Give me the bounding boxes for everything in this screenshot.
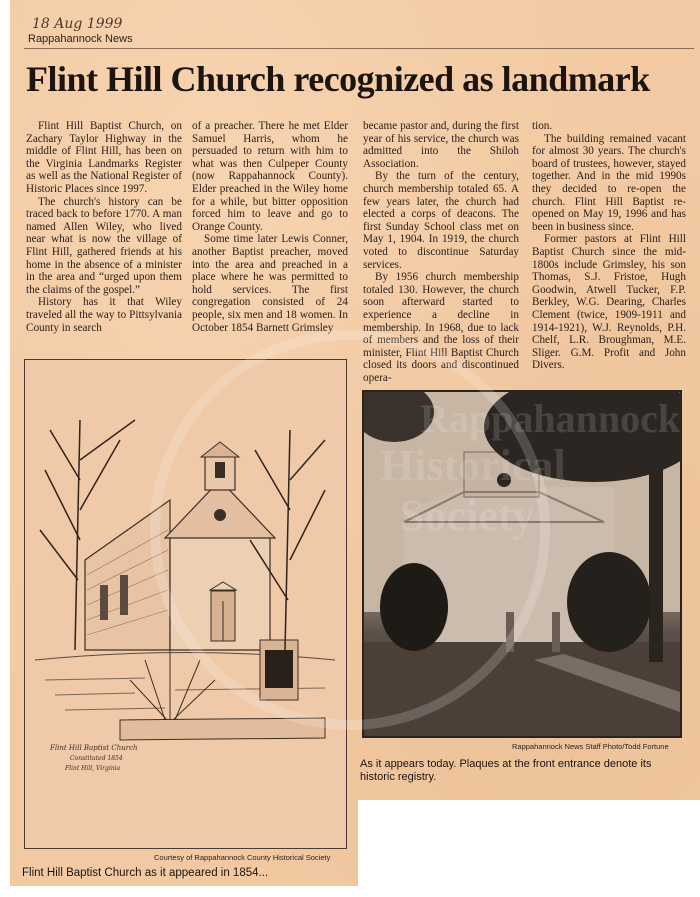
church-photo-image (364, 392, 680, 736)
church-photograph (362, 390, 682, 738)
paragraph: History has it that Wiley traveled all the way to Pittsylvania County in search (26, 296, 182, 334)
article-column-1 (26, 120, 182, 334)
paragraph: Flint Hill Baptist Church, on Zachary Taylor Highway in the middle of Flint Hill, has been on the Virginia Landmarks Register as well as the National Register of Historic Places since 1997. (26, 120, 182, 195)
sketch-inscription-line: Flint Hill Baptist Church (50, 744, 138, 752)
article-column-3 (363, 120, 519, 384)
sketch-credit: Courtesy of Rappahannock County Historical Society (154, 853, 331, 862)
handwritten-date: 18 Aug 1999 (32, 16, 123, 32)
paragraph: tion. (532, 120, 553, 132)
sketch-inscription-line: Flint Hill, Virginia (65, 765, 121, 772)
sketch-inscription-line: Constituted 1854 (70, 755, 123, 762)
paragraph: The church's history can be traced back to before 1770. A man named Allen Wiley, who lived near what is now the village of Flint Hill, gathered friends at his home in the absence of a minister in the area and “urged upon them the claims of the gospel.” (26, 195, 182, 296)
church-sketch-illustration (24, 359, 347, 849)
sketch-caption: Flint Hill Baptist Church as it appeared in 1854... (22, 867, 269, 879)
paragraph: By the turn of the century, church membership totaled 65. A few years later, the church had elected a corps of deacons. The first Sunday School class met on May 1, 1904. In 1919, the church voted to discontinue Saturday services. (363, 170, 519, 271)
paragraph: By 1956 church membership totaled 130. However, the church soon afterward started to experience a decline in membership. In 1968, due to lack of members and the loss of their minister, Flint Hill Baptist Church closed its doors and discontinued opera- (363, 271, 519, 384)
paragraph: of a preacher. There he met Elder Samuel Harris, whom he persuaded to return with him to what was then Culpeper County (now Rappahannock County). Elder preached in the Wiley home for a while, but bitter opposition forced him to leave and go to Orange County. (192, 120, 348, 233)
paragraph: Former pastors at Flint Hill Baptist Church since the mid-1800s include Grimsley, his son Thomas, S.J. Fristoe, Hugh Goodwin, Atwell Tucker, F.P. Berkley, W.G. Dearing, Charles Clement (twice, 1909-1911 and 1914-1921), W.J. Reynolds, P.H. Chelf, L.R. Broughman, M.E. Sliger. G.M. Profit and John Divers. (532, 233, 686, 372)
header-rule (24, 48, 694, 49)
paragraph: became pastor and, during the first year of his service, the church was admitted into the Shiloh Association. (363, 120, 519, 170)
article-column-4 (532, 120, 686, 372)
paragraph: The building remained vacant for almost 30 years. The church's board of trustees, however, stayed together. And in the mid 1990s they decided to re-open the church. Flint Hill Baptist re-opened on May 19, 1996 and has been in business since. (532, 132, 686, 233)
article-column-2 (192, 120, 348, 334)
church-sketch-drawing (25, 360, 345, 847)
clipping-bottom-edge (0, 886, 700, 897)
clipping-cut-area (358, 800, 700, 897)
paragraph: Some time later Lewis Conner, another Baptist preacher, moved into the area and preached in a place where he was permitted to hold services. The first congregation consisted of 24 people, six men and 18 women. In October 1854 Barnett Grimsley (192, 233, 348, 334)
headline: Flint Hill Church recognized as landmark (26, 59, 650, 99)
photo-caption: As it appears today. Plaques at the front entrance denote its historic registry. (360, 758, 652, 783)
publication-name: Rappahannock News (28, 33, 133, 45)
photo-credit: Rappahannock News Staff Photo/Todd Fortune (512, 742, 669, 751)
